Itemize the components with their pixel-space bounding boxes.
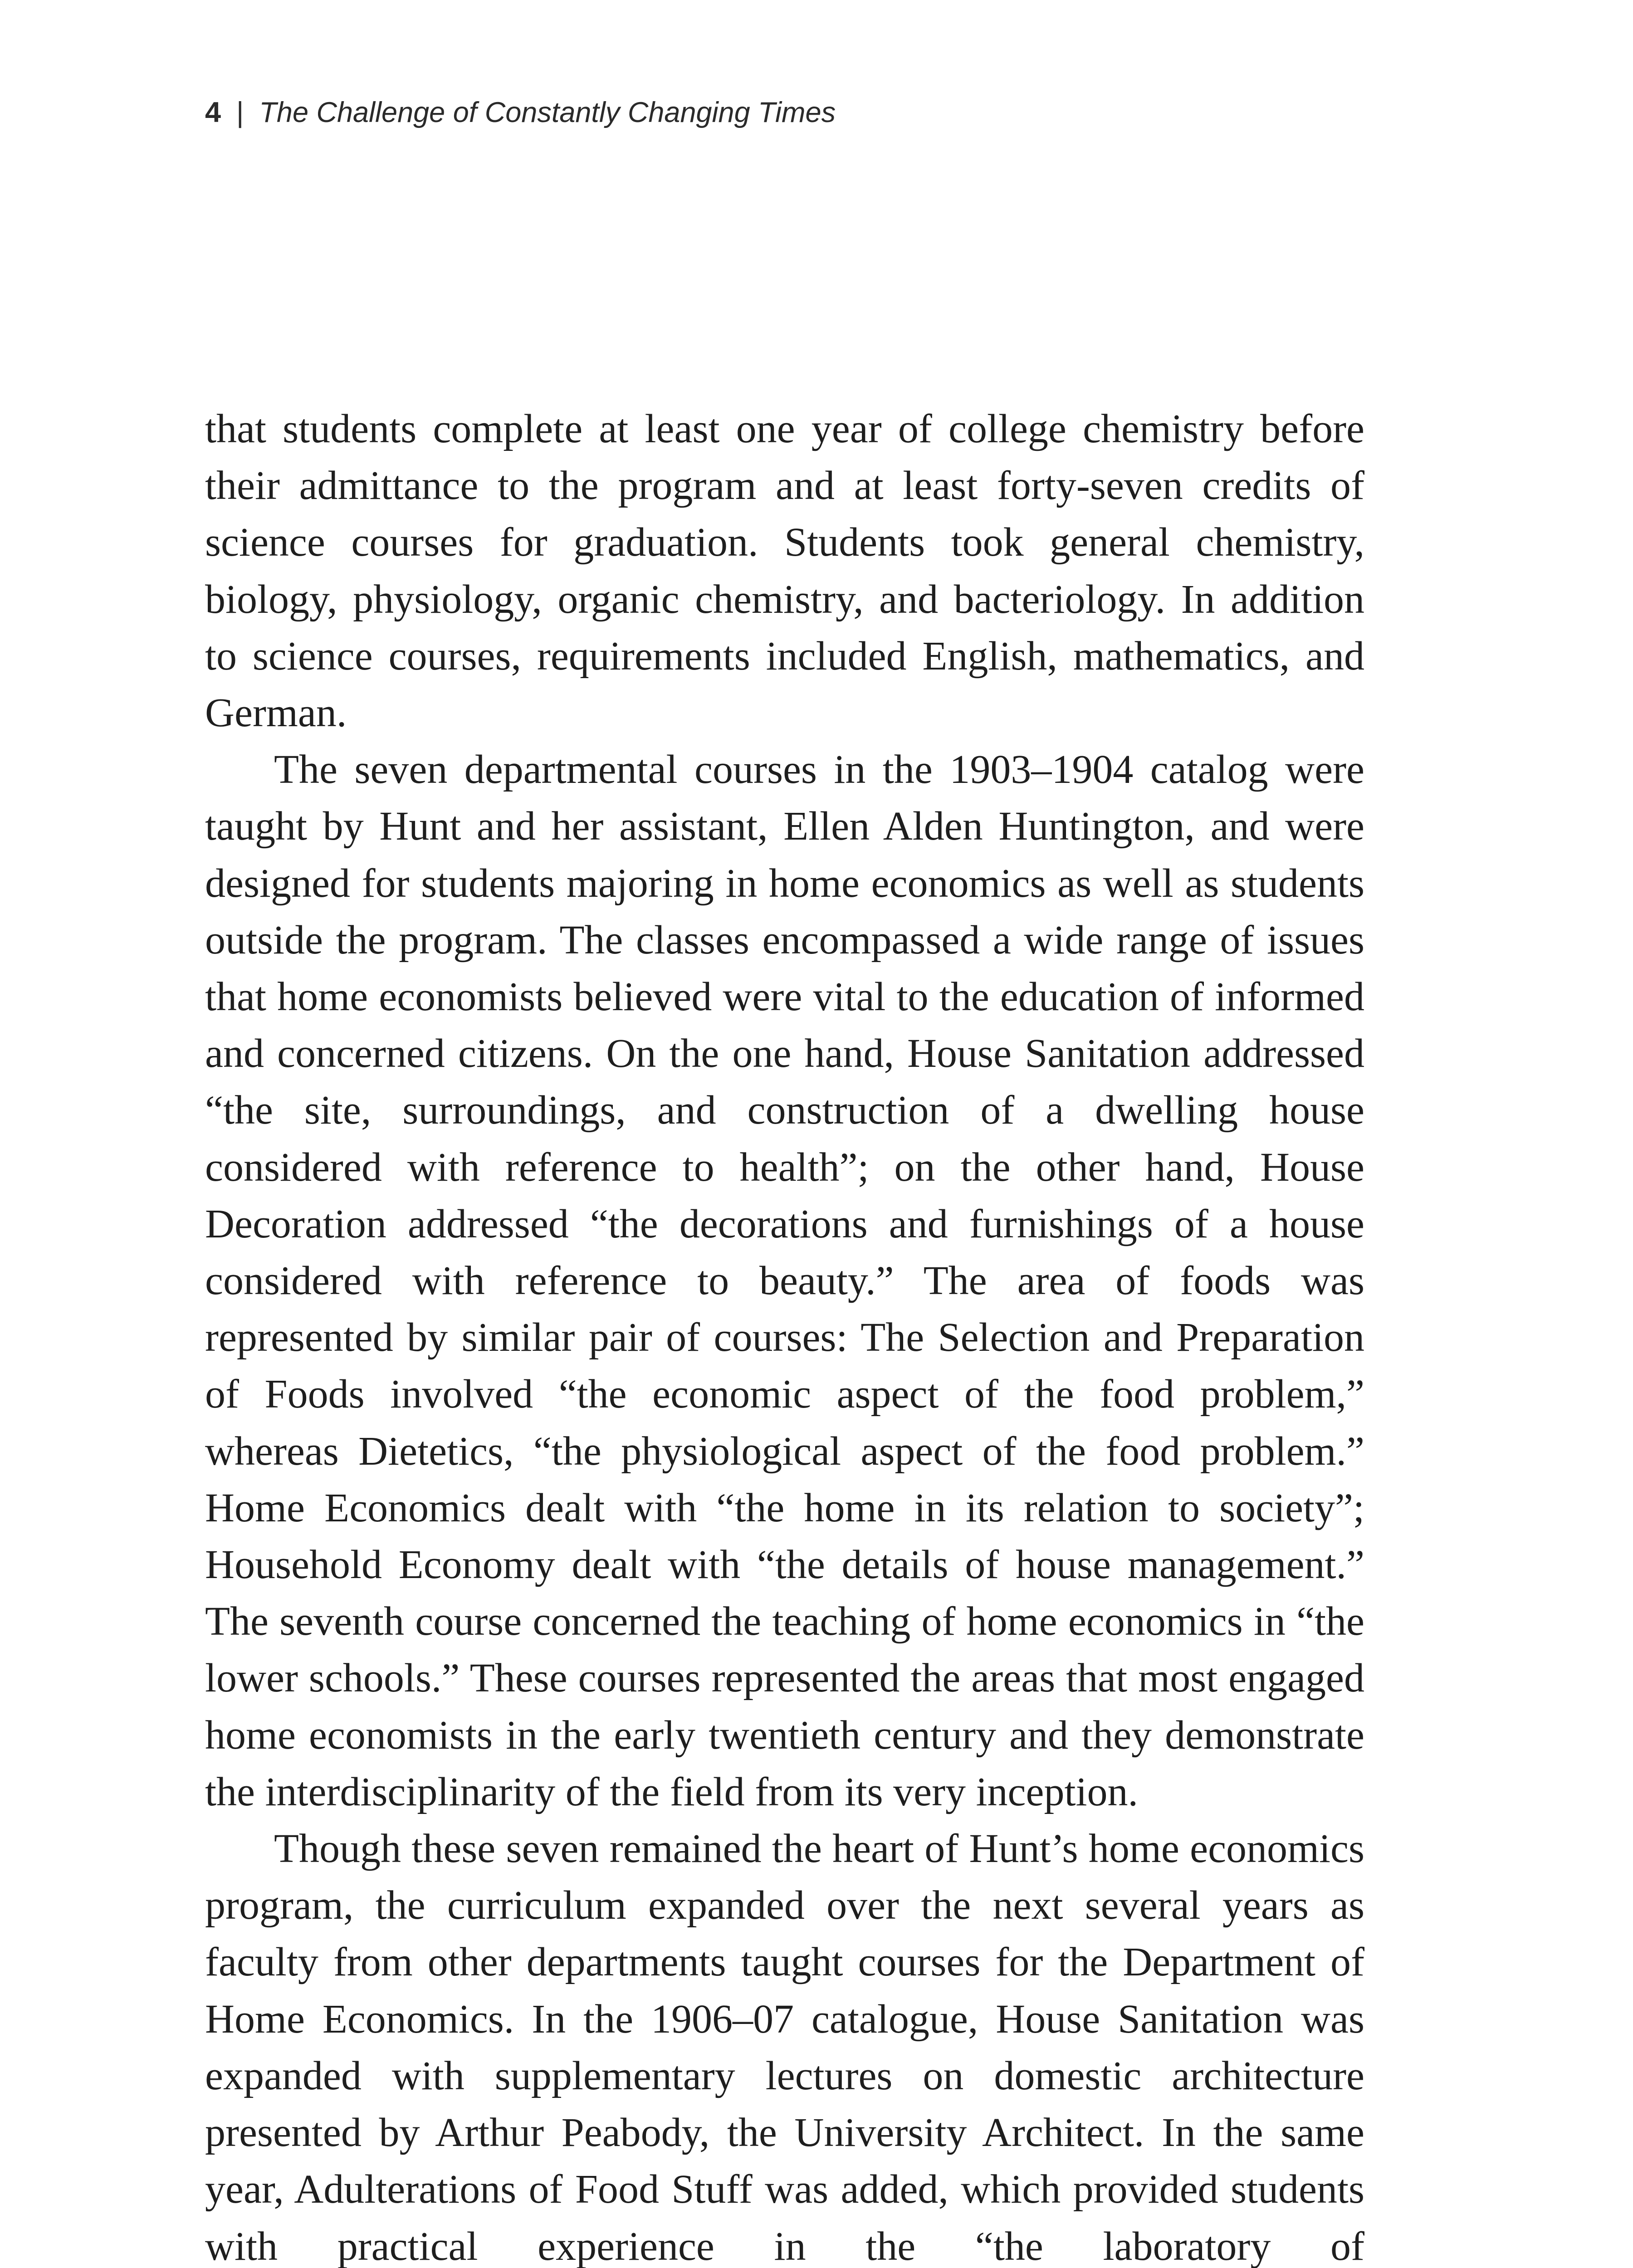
- page-number: 4: [205, 97, 221, 128]
- running-head-separator: |: [236, 97, 244, 128]
- running-head-title: The Challenge of Constantly Changing Times: [259, 97, 836, 128]
- running-head: [205, 94, 836, 131]
- paragraph-continued: that students complete at least one year of college chemistry before their admittance to the program and at least forty-seven credits of science courses for graduation. Students took general chemistry, biology, physiology, organic chemistry, and bacteriology. In addition to science courses, requirements included English, mathematics, and German.: [205, 406, 1364, 736]
- body-text: [205, 401, 1364, 2268]
- paragraph-curriculum-expansion: Though these seven remained the heart of Hunt’s home economics program, the curriculum expanded over the next several years as faculty from other departments taught courses for the Department of Home Economics. In the 1906–07 catalogue, House Sanitation was expanded with supplementary lectures on domestic architecture presented by Arthur Peabody, the University Architect. In the same year, Adulterations of Food Stuff was added, which provided students with practical experience in the “the laboratory of: [205, 1826, 1364, 2268]
- paragraph-departmental-courses: The seven departmental courses in the 1903–1904 catalog were taught by Hunt and her assistant, Ellen Alden Huntington, and were designed for students majoring in home economics as well as students outside the program. The classes encompassed a wide range of issues that home economists believed were vital to the education of informed and concerned citizens. On the one hand, House Sanitation addressed “the site, surroundings, and construction of a dwelling house considered with reference to health”; on the other hand, House Decoration addressed “the decorations and furnishings of a house considered with reference to beauty.” The area of foods was represented by similar pair of courses: The Selection and Preparation of Foods involved “the economic aspect of the food problem,” whereas Dietetics, “the physiological aspect of the food problem.” Home Economics dealt with “the home in its relation to society”; Household Economy dealt with “the details of house management.” The seventh course concerned the teaching of home economics in “the lower schools.” These courses represented the areas that most engaged home economists in the early twentieth century and they demonstrate the interdisciplinarity of the field from its very inception.: [205, 747, 1364, 1814]
